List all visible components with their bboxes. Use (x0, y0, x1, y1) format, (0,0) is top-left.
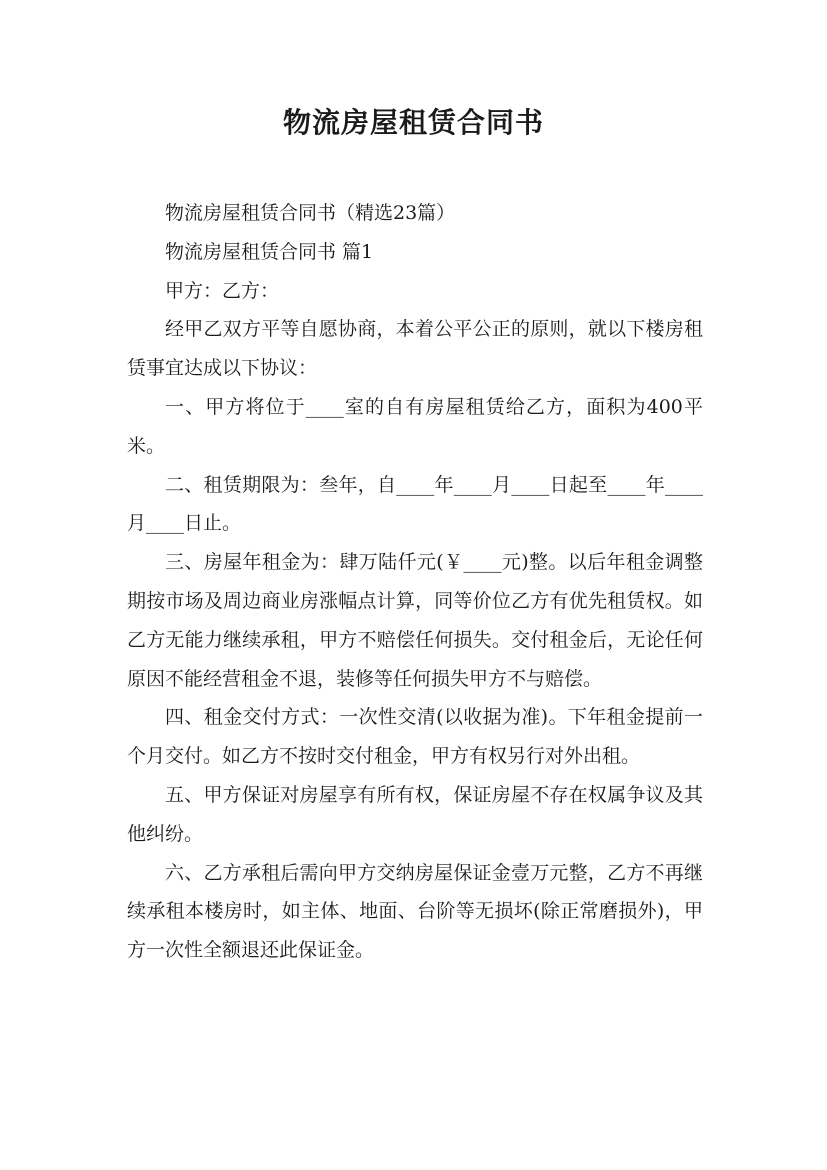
paragraph-clause-3: 三、房屋年租金为：肆万陆仟元(￥____元)整。以后年租金调整期按市场及周边商业房涨幅点计算，同等价位乙方有优先租赁权。如乙方无能力继续承租，甲方不赔偿任何损失。交付租金后，无论任何原因不能经营租金不退，装修等任何损失甲方不与赔偿。 (127, 551, 703, 690)
paragraph-clause-2: 二、租赁期限为：叁年，自____年____月____日起至____年____月____日止。 (127, 473, 703, 535)
paragraph-clause-4: 四、租金交付方式：一次性交清(以收据为准)。下年租金提前一个月交付。如乙方不按时交付租金，甲方有权另行对外出租。 (127, 706, 703, 768)
document-title: 物流房屋租赁合同书 (282, 106, 544, 139)
paragraph-clause-6: 六、乙方承租后需向甲方交纳房屋保证金壹万元整，乙方不再继续承租本楼房时，如主体、地面、台阶等无损坏(除正常磨损外)，甲方一次性全额退还此保证金。 (127, 861, 703, 962)
paragraph-clause-1: 一、甲方将位于____室的自有房屋租赁给乙方，面积为400平米。 (127, 395, 703, 457)
paragraph-preamble: 经甲乙双方平等自愿协商，本着公平公正的原则，就以下楼房租赁事宜达成以下协议： (127, 318, 703, 380)
document-body (127, 194, 703, 970)
paragraph-section-heading: 物流房屋租赁合同书 篇1 (165, 240, 374, 263)
paragraph-subtitle: 物流房屋租赁合同书（精选23篇） (165, 202, 456, 224)
paragraph-parties: 甲方：乙方： (165, 279, 280, 302)
paragraph-clause-5: 五、甲方保证对房屋享有所有权，保证房屋不存在权属争议及其他纠纷。 (127, 783, 703, 845)
